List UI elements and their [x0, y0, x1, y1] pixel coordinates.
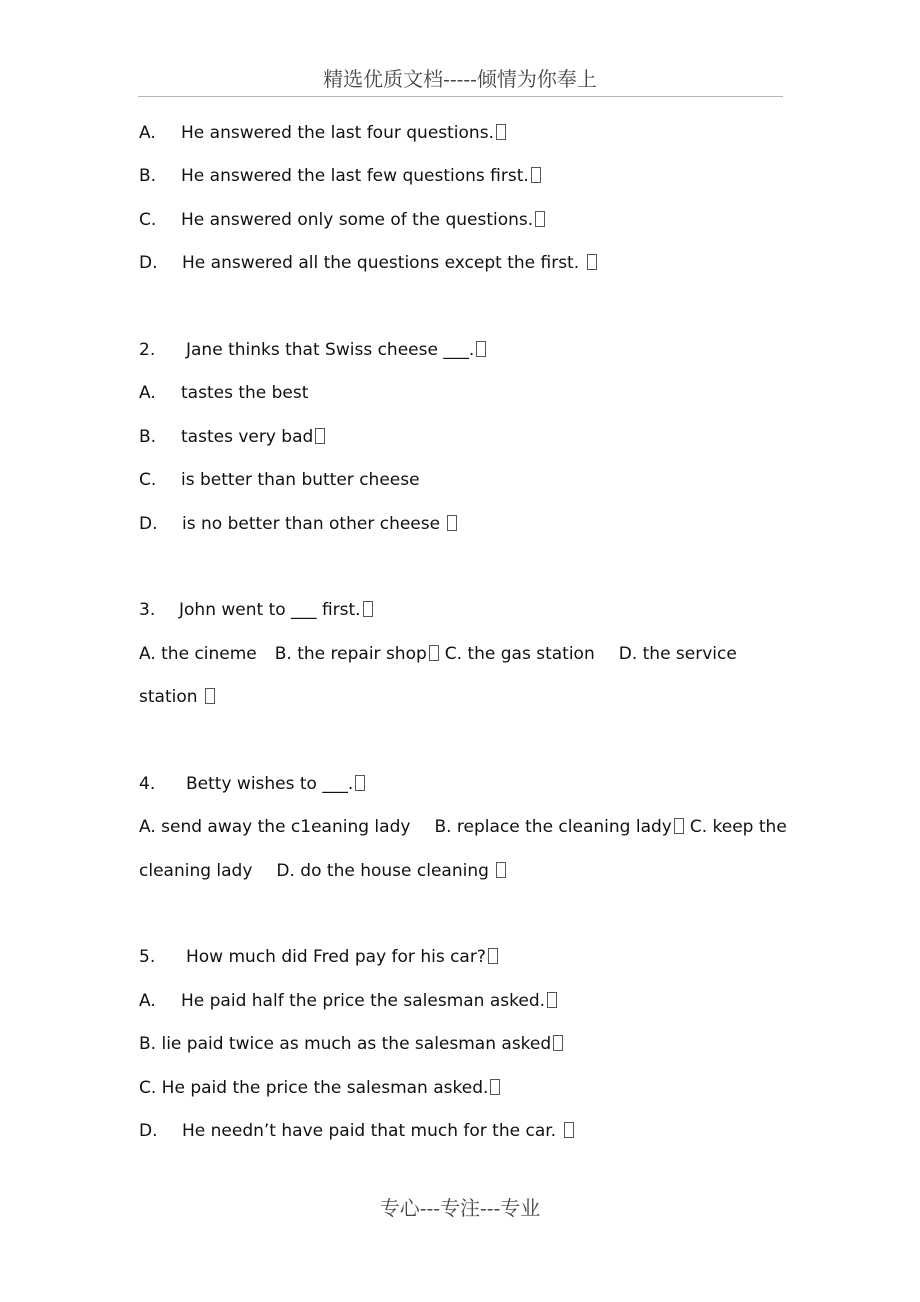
missing-glyph-box: [547, 992, 557, 1008]
option-text: tastes the best: [181, 383, 309, 403]
missing-glyph-box: [587, 254, 597, 270]
option-text: He answered all the questions except the first.: [182, 253, 585, 273]
q3-option-b: B. the repair shop: [274, 644, 427, 664]
option-text: is no better than other cheese: [182, 514, 446, 534]
option-label: D.: [139, 253, 158, 273]
q3-option-c: C. the gas station: [444, 644, 595, 664]
option-label: B.: [139, 166, 157, 186]
missing-glyph-box: [531, 167, 541, 183]
option-label: D.: [139, 514, 158, 534]
question-text: Betty wishes to ___.: [186, 774, 354, 794]
q4-stem: [139, 772, 799, 796]
q4-option-c: C. keep the: [689, 817, 787, 837]
question-text: John went to ___ first.: [179, 600, 361, 620]
q2-option-a: [139, 381, 799, 405]
q4-option-a: A. send away the c1eaning lady: [139, 817, 411, 837]
q5-stem: [139, 945, 799, 969]
question-number: 2.: [139, 340, 156, 360]
q4-option-d: D. do the house cleaning: [276, 861, 495, 881]
missing-glyph-box: [355, 775, 365, 791]
missing-glyph-box: [535, 211, 545, 227]
q2-option-b: [139, 425, 799, 449]
q3-option-d: D. the service: [618, 644, 737, 664]
missing-glyph-box: [363, 601, 373, 617]
q2-stem: [139, 338, 799, 362]
option-text: is better than butter cheese: [181, 470, 420, 490]
missing-glyph-box: [674, 818, 684, 834]
header-divider: [138, 96, 783, 97]
q3-option-d-cont: station: [139, 687, 203, 707]
q5-option-a: [139, 989, 799, 1013]
option-text: He paid half the price the salesman asked.: [181, 991, 546, 1011]
q1-option-a: [139, 121, 799, 145]
missing-glyph-box: [496, 862, 506, 878]
q1-option-b: [139, 164, 799, 188]
missing-glyph-box: [429, 645, 439, 661]
q4-options-line-2: [139, 859, 799, 883]
option-label: A.: [139, 991, 156, 1011]
q5-option-c: [139, 1076, 799, 1100]
missing-glyph-box: [553, 1035, 563, 1051]
question-text: How much did Fred pay for his car?: [186, 947, 486, 967]
option-label: C.: [139, 210, 157, 230]
question-number: 5.: [139, 947, 156, 967]
page-footer: 专心---专注---专业: [379, 1196, 541, 1220]
q1-option-c: [139, 208, 799, 232]
option-text: B. lie paid twice as much as the salesman asked: [139, 1034, 552, 1054]
missing-glyph-box: [490, 1079, 500, 1095]
missing-glyph-box: [564, 1122, 574, 1138]
option-text: tastes very bad: [181, 427, 314, 447]
option-label: C.: [139, 470, 157, 490]
q2-option-c: [139, 468, 799, 492]
missing-glyph-box: [315, 428, 325, 444]
q5-option-d: [139, 1119, 799, 1143]
option-text: He answered the last few questions first.: [181, 166, 529, 186]
question-number: 4.: [139, 774, 156, 794]
page-header: 精选优质文档-----倾情为你奉上: [323, 67, 597, 91]
q3-options-line: [139, 642, 799, 666]
q2-option-d: [139, 512, 799, 536]
option-label: A.: [139, 383, 156, 403]
missing-glyph-box: [447, 515, 457, 531]
q4-option-c-cont: cleaning lady: [139, 861, 253, 881]
missing-glyph-box: [205, 688, 215, 704]
option-text: He answered only some of the questions.: [181, 210, 534, 230]
missing-glyph-box: [496, 124, 506, 140]
q4-options-line: [139, 815, 799, 839]
missing-glyph-box: [488, 948, 498, 964]
missing-glyph-box: [476, 341, 486, 357]
option-label: B.: [139, 427, 157, 447]
question-text: Jane thinks that Swiss cheese ___.: [186, 340, 475, 360]
q3-stem: [139, 598, 799, 622]
q3-options-line-2: [139, 685, 799, 709]
q3-option-a: A. the cineme: [139, 644, 257, 664]
question-number: 3.: [139, 600, 156, 620]
option-label: A.: [139, 123, 156, 143]
q4-option-b: B. replace the cleaning lady: [434, 817, 672, 837]
option-text: He answered the last four questions.: [181, 123, 494, 143]
q1-option-d: [139, 251, 799, 275]
option-label: D.: [139, 1121, 158, 1141]
option-text: He needn’t have paid that much for the car.: [182, 1121, 562, 1141]
q5-option-b: [139, 1032, 799, 1056]
option-text: C. He paid the price the salesman asked.: [139, 1078, 489, 1098]
